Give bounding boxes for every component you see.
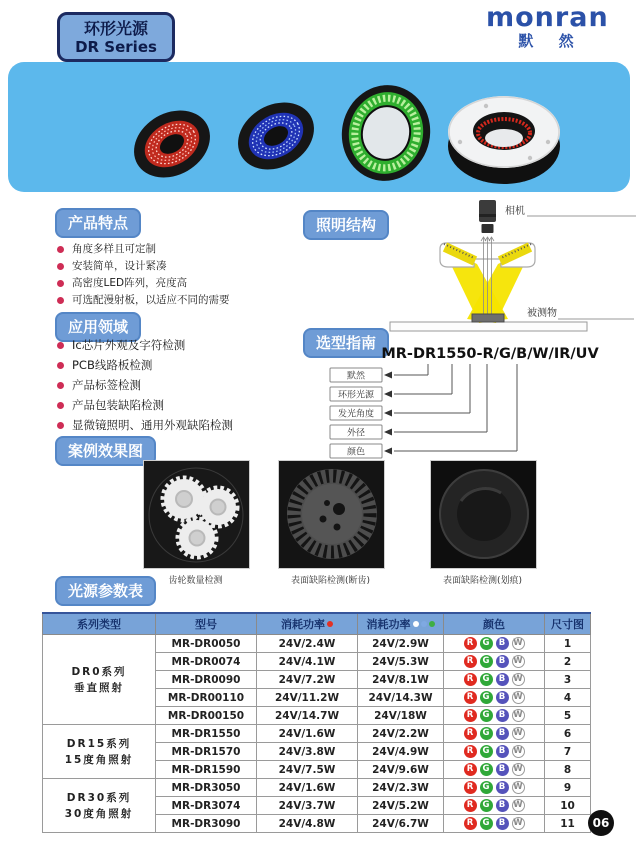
list-item xyxy=(55,359,233,372)
color-badge-red: R xyxy=(464,709,477,722)
color-badge-green: G xyxy=(480,691,493,704)
power2-cell: 24V/8.1W xyxy=(358,671,444,689)
ring-light-red xyxy=(122,97,222,191)
list-item xyxy=(55,339,233,352)
object-label: 被测物 xyxy=(527,308,557,319)
power1-cell: 24V/3.8W xyxy=(257,743,358,761)
power1-cell: 24V/11.2W xyxy=(257,689,358,707)
power2-cell: 24V/2.3W xyxy=(358,779,444,797)
power1-cell: 24V/1.6W xyxy=(257,725,358,743)
color-badge-blue: B xyxy=(496,817,509,830)
color-cell xyxy=(444,635,545,653)
case-caption: 齿轮数量检测 xyxy=(168,576,223,586)
application-text: 显微镜照明、通用外观缺陷检测 xyxy=(72,418,233,432)
product-banner xyxy=(8,62,630,192)
color-badge-white: W xyxy=(513,710,523,720)
size-cell: 8 xyxy=(545,761,591,779)
model-number: MR-DR1550-R/G/B/W/IR/UV xyxy=(381,346,599,362)
col-header-series: 系列类型 xyxy=(43,613,156,635)
list-item xyxy=(55,277,230,289)
model-cell: MR-DR0090 xyxy=(156,671,257,689)
color-badge-green: G xyxy=(480,727,493,740)
list-item xyxy=(55,399,233,412)
power1-cell: 24V/3.7W xyxy=(257,797,358,815)
power2-cell: 24V/5.3W xyxy=(358,653,444,671)
color-cell xyxy=(444,815,545,833)
brand-logo-word: monran xyxy=(486,2,609,33)
bullet-icon xyxy=(57,342,64,349)
slotted-disc-illustration xyxy=(287,469,377,559)
feature-text: 高密度LED阵列，亮度高 xyxy=(72,277,188,289)
model-cell: MR-DR1570 xyxy=(156,743,257,761)
table-header-row xyxy=(43,613,591,635)
parameter-table xyxy=(42,612,591,833)
size-cell: 2 xyxy=(545,653,591,671)
selection-label-color: 颜色 xyxy=(346,447,366,458)
case-image-gears xyxy=(143,460,248,586)
color-badge-green: G xyxy=(480,763,493,776)
color-badge-red: R xyxy=(464,763,477,776)
application-text: 产品标签检测 xyxy=(72,378,141,392)
illumination-structure-diagram xyxy=(380,198,638,338)
color-badge-green: G xyxy=(480,673,493,686)
model-cell: MR-DR00150 xyxy=(156,707,257,725)
color-cell xyxy=(444,707,545,725)
power1-cell: 24V/1.6W xyxy=(257,779,358,797)
color-badge-red: R xyxy=(464,745,477,758)
color-badge-blue: B xyxy=(496,655,509,668)
page-number: 06 xyxy=(588,810,614,836)
color-badge-blue: B xyxy=(496,781,509,794)
color-badge-green: G xyxy=(480,817,493,830)
bullet-icon xyxy=(57,263,64,270)
list-item xyxy=(55,379,233,392)
model-cell: MR-DR3090 xyxy=(156,815,257,833)
color-badge-red: R xyxy=(464,637,477,650)
color-cell xyxy=(444,779,545,797)
size-cell: 3 xyxy=(545,671,591,689)
color-badge-blue: B xyxy=(496,763,509,776)
color-badge-red: R xyxy=(464,691,477,704)
selection-label-type: 环形光源 xyxy=(337,390,375,401)
color-badge-red: R xyxy=(464,781,477,794)
bullet-icon xyxy=(57,280,64,287)
camera-icon xyxy=(479,200,496,233)
color-badge-white: W xyxy=(513,800,523,810)
bullet-icon xyxy=(57,297,64,304)
color-cell xyxy=(444,743,545,761)
dark-disc-illustration xyxy=(439,469,529,559)
application-text: 产品包装缺陷检测 xyxy=(72,398,164,412)
ring-lights-illustration xyxy=(8,62,630,192)
case-image-dark-disc xyxy=(430,460,535,586)
power2-cell: 24V/2.9W xyxy=(358,635,444,653)
power1-cell: 24V/2.4W xyxy=(257,635,358,653)
feature-text: 角度多样且可定制 xyxy=(72,243,156,255)
model-cell: MR-DR3074 xyxy=(156,797,257,815)
col-header-model: 型号 xyxy=(156,613,257,635)
color-badge-green: G xyxy=(480,745,493,758)
feature-text: 安装简单，设计紧凑 xyxy=(72,260,167,272)
power1-cell: 24V/4.1W xyxy=(257,653,358,671)
bullet-icon xyxy=(57,422,64,429)
list-item xyxy=(55,243,230,255)
color-badge-blue: B xyxy=(496,673,509,686)
col-header-color: 颜色 xyxy=(444,613,545,635)
white-dot-icon xyxy=(413,621,419,627)
camera-label: 相机 xyxy=(505,206,525,217)
section-title-applications: 应用领域 xyxy=(55,312,141,342)
feature-text: 可选配漫射板，以适应不同的需要 xyxy=(72,294,230,306)
size-cell: 10 xyxy=(545,797,591,815)
red-dot-icon xyxy=(327,621,333,627)
application-text: PCB线路板检测 xyxy=(72,358,153,372)
color-badge-white: W xyxy=(513,728,523,738)
application-text: Ic芯片外观及字符检测 xyxy=(72,338,186,352)
size-cell: 5 xyxy=(545,707,591,725)
color-badge-blue: B xyxy=(496,637,509,650)
color-badge-red: R xyxy=(464,673,477,686)
table-row xyxy=(43,725,591,743)
color-badge-white: W xyxy=(513,638,523,648)
color-badge-blue: B xyxy=(496,799,509,812)
section-title-structure: 照明结构 xyxy=(303,210,389,240)
ring-light-green xyxy=(333,77,439,189)
power2-cell: 24V/2.2W xyxy=(358,725,444,743)
color-badge-white: W xyxy=(513,674,523,684)
color-badge-white: W xyxy=(513,692,523,702)
power2-cell: 24V/6.7W xyxy=(358,815,444,833)
col-header-power-wbg: 消耗功率 xyxy=(358,613,444,635)
bullet-icon xyxy=(57,362,64,369)
ring-light-white-red xyxy=(448,96,560,184)
power1-cell: 24V/14.7W xyxy=(257,707,358,725)
size-cell: 11 xyxy=(545,815,591,833)
series-group-dr15: DR15系列 15度角照射 xyxy=(43,725,156,779)
color-badge-blue: B xyxy=(496,745,509,758)
color-badge-red: R xyxy=(464,799,477,812)
size-cell: 4 xyxy=(545,689,591,707)
col-header-size: 尺寸图 xyxy=(545,613,591,635)
color-cell xyxy=(444,725,545,743)
color-badge-green: G xyxy=(480,709,493,722)
power1-cell: 24V/7.2W xyxy=(257,671,358,689)
color-cell xyxy=(444,671,545,689)
stage-surface xyxy=(390,322,587,331)
table-row xyxy=(43,635,591,653)
color-badge-green: G xyxy=(480,637,493,650)
color-badge-green: G xyxy=(480,781,493,794)
color-badge-white: W xyxy=(513,782,523,792)
section-title-cases: 案例效果图 xyxy=(55,436,156,466)
power2-cell: 24V/18W xyxy=(358,707,444,725)
bullet-icon xyxy=(57,382,64,389)
color-badge-white: W xyxy=(513,764,523,774)
bullet-icon xyxy=(57,402,64,409)
color-cell xyxy=(444,689,545,707)
brand-logo xyxy=(486,2,609,50)
feature-list xyxy=(55,243,230,311)
selection-arrowheads xyxy=(384,372,392,455)
application-list xyxy=(55,339,233,439)
model-cell: MR-DR3050 xyxy=(156,779,257,797)
page-title xyxy=(57,12,175,62)
power2-cell: 24V/14.3W xyxy=(358,689,444,707)
power1-cell: 24V/4.8W xyxy=(257,815,358,833)
color-badge-white: W xyxy=(513,818,523,828)
page-title-en: DR Series xyxy=(75,37,157,56)
selection-label-brand: 默然 xyxy=(346,371,366,382)
model-cell: MR-DR1550 xyxy=(156,725,257,743)
case-caption: 表面缺陷检测(断齿) xyxy=(290,576,371,586)
color-badge-green: G xyxy=(480,655,493,668)
power2-cell: 24V/4.9W xyxy=(358,743,444,761)
selection-connector-lines xyxy=(394,364,517,451)
selection-guide xyxy=(310,338,638,465)
case-caption: 表面缺陷检测(划痕) xyxy=(442,576,523,586)
inspected-object xyxy=(472,314,504,322)
selection-label-angle: 发光角度 xyxy=(337,409,375,420)
green-dot-icon xyxy=(429,621,435,627)
bullet-icon xyxy=(57,246,64,253)
size-cell: 1 xyxy=(545,635,591,653)
section-title-selection: 选型指南 xyxy=(303,328,389,358)
color-badge-blue: B xyxy=(496,727,509,740)
power1-cell: 24V/7.5W xyxy=(257,761,358,779)
size-cell: 7 xyxy=(545,743,591,761)
color-badge-white: W xyxy=(513,746,523,756)
color-cell xyxy=(444,797,545,815)
color-cell xyxy=(444,653,545,671)
table-row xyxy=(43,779,591,797)
color-badge-blue: B xyxy=(496,691,509,704)
color-cell xyxy=(444,761,545,779)
case-image-slotted-disc xyxy=(278,460,383,586)
model-cell: MR-DR0050 xyxy=(156,635,257,653)
color-badge-red: R xyxy=(464,655,477,668)
color-badge-blue: B xyxy=(496,709,509,722)
list-item xyxy=(55,260,230,272)
series-group-dr0: DR0系列 垂直照射 xyxy=(43,635,156,725)
series-group-dr30: DR30系列 30度角照射 xyxy=(43,779,156,833)
page-title-cn: 环形光源 xyxy=(83,18,148,38)
power2-cell: 24V/5.2W xyxy=(358,797,444,815)
color-badge-white: W xyxy=(513,656,523,666)
selection-label-diameter: 外径 xyxy=(346,428,366,439)
size-cell: 6 xyxy=(545,725,591,743)
color-badge-green: G xyxy=(480,799,493,812)
blue-dot-icon xyxy=(421,621,427,627)
ring-light-blue xyxy=(226,89,326,183)
list-item xyxy=(55,419,233,432)
color-badge-red: R xyxy=(464,817,477,830)
model-cell: MR-DR1590 xyxy=(156,761,257,779)
section-title-params: 光源参数表 xyxy=(55,576,156,606)
list-item xyxy=(55,294,230,306)
power2-cell: 24V/9.6W xyxy=(358,761,444,779)
size-cell: 9 xyxy=(545,779,591,797)
model-cell: MR-DR0074 xyxy=(156,653,257,671)
color-badge-red: R xyxy=(464,727,477,740)
model-cell: MR-DR00110 xyxy=(156,689,257,707)
section-title-features: 产品特点 xyxy=(55,208,141,238)
col-header-power-red: 消耗功率 xyxy=(257,613,358,635)
brand-logo-cn: 默 然 xyxy=(518,32,584,50)
